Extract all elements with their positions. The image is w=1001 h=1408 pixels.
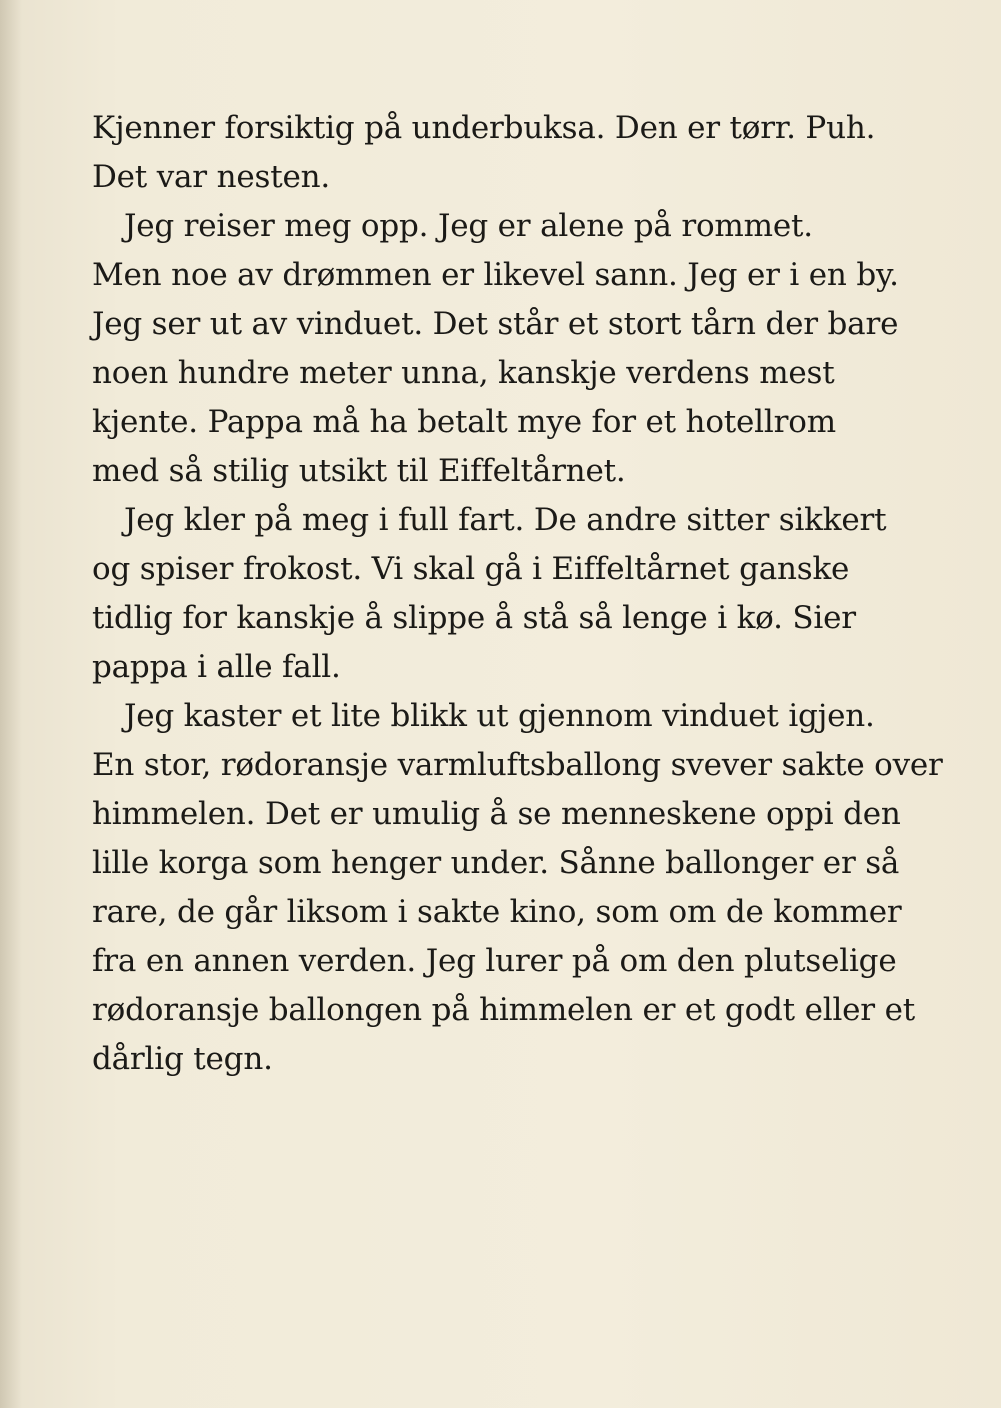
text-line: med så stilig utsikt til Eiffeltårnet. [92, 453, 626, 489]
text-line: fra en annen verden. Jeg lurer på om den plutselige [92, 943, 897, 979]
text-line: lille korga som henger under. Sånne ballonger er så [92, 845, 900, 881]
text-line: Jeg ser ut av vinduet. Det står et stort tårn der bare [92, 306, 899, 342]
page-edge-shadow [0, 0, 22, 1408]
text-line: tidlig for kanskje å slippe å stå så lenge i kø. Sier [92, 600, 856, 636]
text-line: og spiser frokost. Vi skal gå i Eiffeltårnet ganske [92, 551, 850, 587]
text-line: dårlig tegn. [92, 1041, 273, 1077]
text-line: himmelen. Det er umulig å se menneskene oppi den [92, 796, 901, 832]
text-line: rare, de går liksom i sakte kino, som om de kommer [92, 894, 902, 930]
text-line: Det var nesten. [92, 159, 331, 195]
text-line: Jeg kler på meg i full fart. De andre sitter sikkert [124, 502, 887, 538]
text-line: noen hundre meter unna, kanskje verdens mest [92, 355, 835, 391]
text-line: En stor, rødoransje varmluftsballong svever sakte over [92, 747, 943, 783]
text-line: Men noe av drømmen er likevel sann. Jeg er i en by. [92, 257, 899, 293]
text-line: rødoransje ballongen på himmelen er et godt eller et [92, 992, 915, 1028]
text-line: pappa i alle fall. [92, 649, 341, 685]
text-line: Jeg reiser meg opp. Jeg er alene på rommet. [124, 208, 813, 244]
page-text [92, 104, 943, 1084]
text-line: Jeg kaster et lite blikk ut gjennom vinduet igjen. [124, 698, 875, 734]
text-line: Kjenner forsiktig på underbuksa. Den er tørr. Puh. [92, 110, 876, 146]
text-line: kjente. Pappa må ha betalt mye for et hotellrom [92, 404, 836, 440]
